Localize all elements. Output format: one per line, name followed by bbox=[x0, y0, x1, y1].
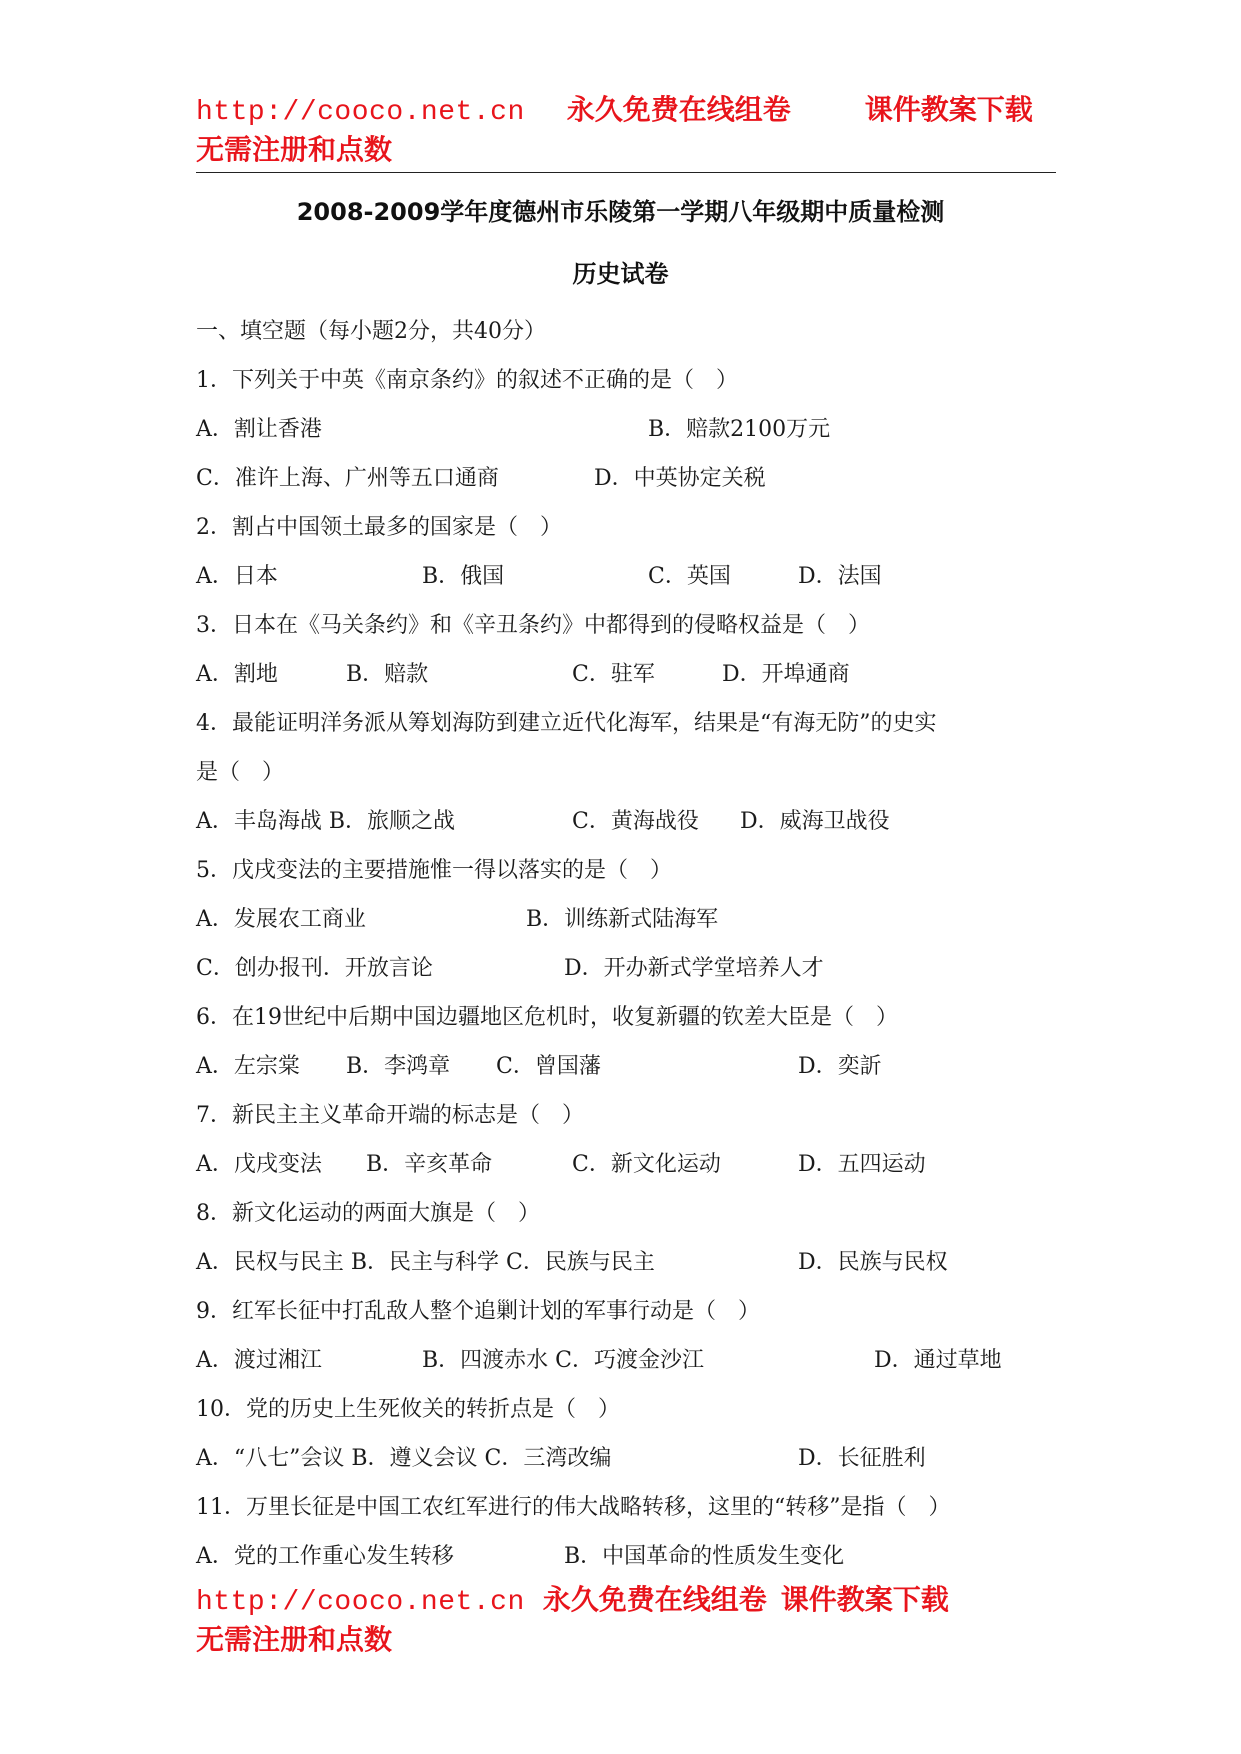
option: A．戊戌变法 bbox=[196, 1152, 322, 1177]
option: C．曾国藩 bbox=[496, 1054, 601, 1079]
option: A．“八七”会议 B．遵义会议 C．三湾改编 bbox=[196, 1446, 612, 1471]
option: D．通过草地 bbox=[874, 1348, 1002, 1373]
option: A．左宗棠 bbox=[196, 1054, 300, 1079]
option: B．李鸿章 bbox=[346, 1054, 451, 1079]
header-banner-url[interactable]: http://cooco.net.cn bbox=[196, 97, 525, 128]
question-5-stem: 5．戊戌变法的主要措施惟一得以落实的是（ ） bbox=[196, 858, 672, 883]
option: A．日本 bbox=[196, 564, 278, 589]
question-7-stem: 7．新民主主义革命开端的标志是（ ） bbox=[196, 1103, 584, 1128]
option: B．俄国 bbox=[422, 564, 505, 589]
question-2-stem: 2．割占中国领土最多的国家是（ ） bbox=[196, 515, 562, 540]
option: C．驻军 bbox=[572, 662, 655, 687]
option: B．中国革命的性质发生变化 bbox=[564, 1544, 845, 1569]
header-banner bbox=[196, 90, 1056, 133]
option: A．党的工作重心发生转移 bbox=[196, 1544, 454, 1569]
document-subtitle: 历史试卷 bbox=[572, 260, 669, 288]
option: B．四渡赤水 C．巧渡金沙江 bbox=[422, 1348, 704, 1373]
footer-banner-slogan2: 课件教案下载 bbox=[780, 1583, 949, 1616]
question-10-stem: 10．党的历史上生死攸关的转折点是（ ） bbox=[196, 1397, 620, 1422]
option: C．新文化运动 bbox=[572, 1152, 721, 1177]
option: D．长征胜利 bbox=[798, 1446, 926, 1471]
option: D．开埠通商 bbox=[722, 662, 850, 687]
option: C．英国 bbox=[648, 564, 731, 589]
header-banner-slogan1: 永久免费在线组卷 bbox=[566, 93, 791, 126]
option: D．开办新式学堂培养人才 bbox=[564, 956, 824, 981]
option: A．割地 bbox=[196, 662, 278, 687]
option: A．渡过湘江 bbox=[196, 1348, 322, 1373]
question-4-stem-cont: 是（ ） bbox=[196, 760, 285, 785]
option: B．赔款2100万元 bbox=[648, 417, 831, 442]
option: B．赔款 bbox=[346, 662, 429, 687]
option: B．辛亥革命 bbox=[366, 1152, 493, 1177]
option: C．黄海战役 bbox=[572, 809, 699, 834]
header-banner-slogan2: 课件教案下载 bbox=[864, 93, 1033, 126]
section-heading: 一、填空题（每小题2分，共40分） bbox=[196, 319, 546, 344]
option: A．丰岛海战 B．旅顺之战 bbox=[196, 809, 456, 834]
question-1-stem: 1．下列关于中英《南京条约》的叙述不正确的是（ ） bbox=[196, 368, 738, 393]
question-4-stem: 4．最能证明洋务派从筹划海防到建立近代化海军，结果是“有海无防”的史实 bbox=[196, 711, 937, 736]
option: D．法国 bbox=[798, 564, 882, 589]
question-11-stem: 11．万里长征是中国工农红军进行的伟大战略转移，这里的“转移”是指（ ） bbox=[196, 1495, 951, 1520]
footer-banner bbox=[196, 1580, 1056, 1623]
footer-banner-url[interactable]: http://cooco.net.cn bbox=[196, 1587, 525, 1618]
option: D．威海卫战役 bbox=[740, 809, 890, 834]
footer-banner-slogan1: 永久免费在线组卷 bbox=[542, 1583, 767, 1616]
option: D．奕訢 bbox=[798, 1054, 882, 1079]
question-6-stem: 6．在19世纪中后期中国边疆地区危机时，收复新疆的钦差大臣是（ ） bbox=[196, 1005, 898, 1030]
option: A．发展农工商业 bbox=[196, 907, 366, 932]
header-rule bbox=[196, 172, 1056, 173]
question-3-stem: 3．日本在《马关条约》和《辛丑条约》中都得到的侵略权益是（ ） bbox=[196, 613, 870, 638]
option: D．五四运动 bbox=[798, 1152, 926, 1177]
option: C．准许上海、广州等五口通商 bbox=[196, 466, 499, 491]
option: A．割让香港 bbox=[196, 417, 322, 442]
option: D．民族与民权 bbox=[798, 1250, 948, 1275]
option: C．创办报刊．开放言论 bbox=[196, 956, 433, 981]
option: D．中英协定关税 bbox=[594, 466, 766, 491]
option: A．民权与民主 B．民主与科学 C．民族与民主 bbox=[196, 1250, 655, 1275]
question-8-stem: 8．新文化运动的两面大旗是（ ） bbox=[196, 1201, 540, 1226]
document-title: 2008-2009学年度德州市乐陵第一学期八年级期中质量检测 bbox=[296, 198, 945, 226]
header-banner-line2: 无需注册和点数 bbox=[196, 133, 393, 166]
option: B．训练新式陆海军 bbox=[526, 907, 719, 932]
footer-banner-line2: 无需注册和点数 bbox=[196, 1623, 393, 1656]
question-9-stem: 9．红军长征中打乱敌人整个追剿计划的军事行动是（ ） bbox=[196, 1299, 760, 1324]
